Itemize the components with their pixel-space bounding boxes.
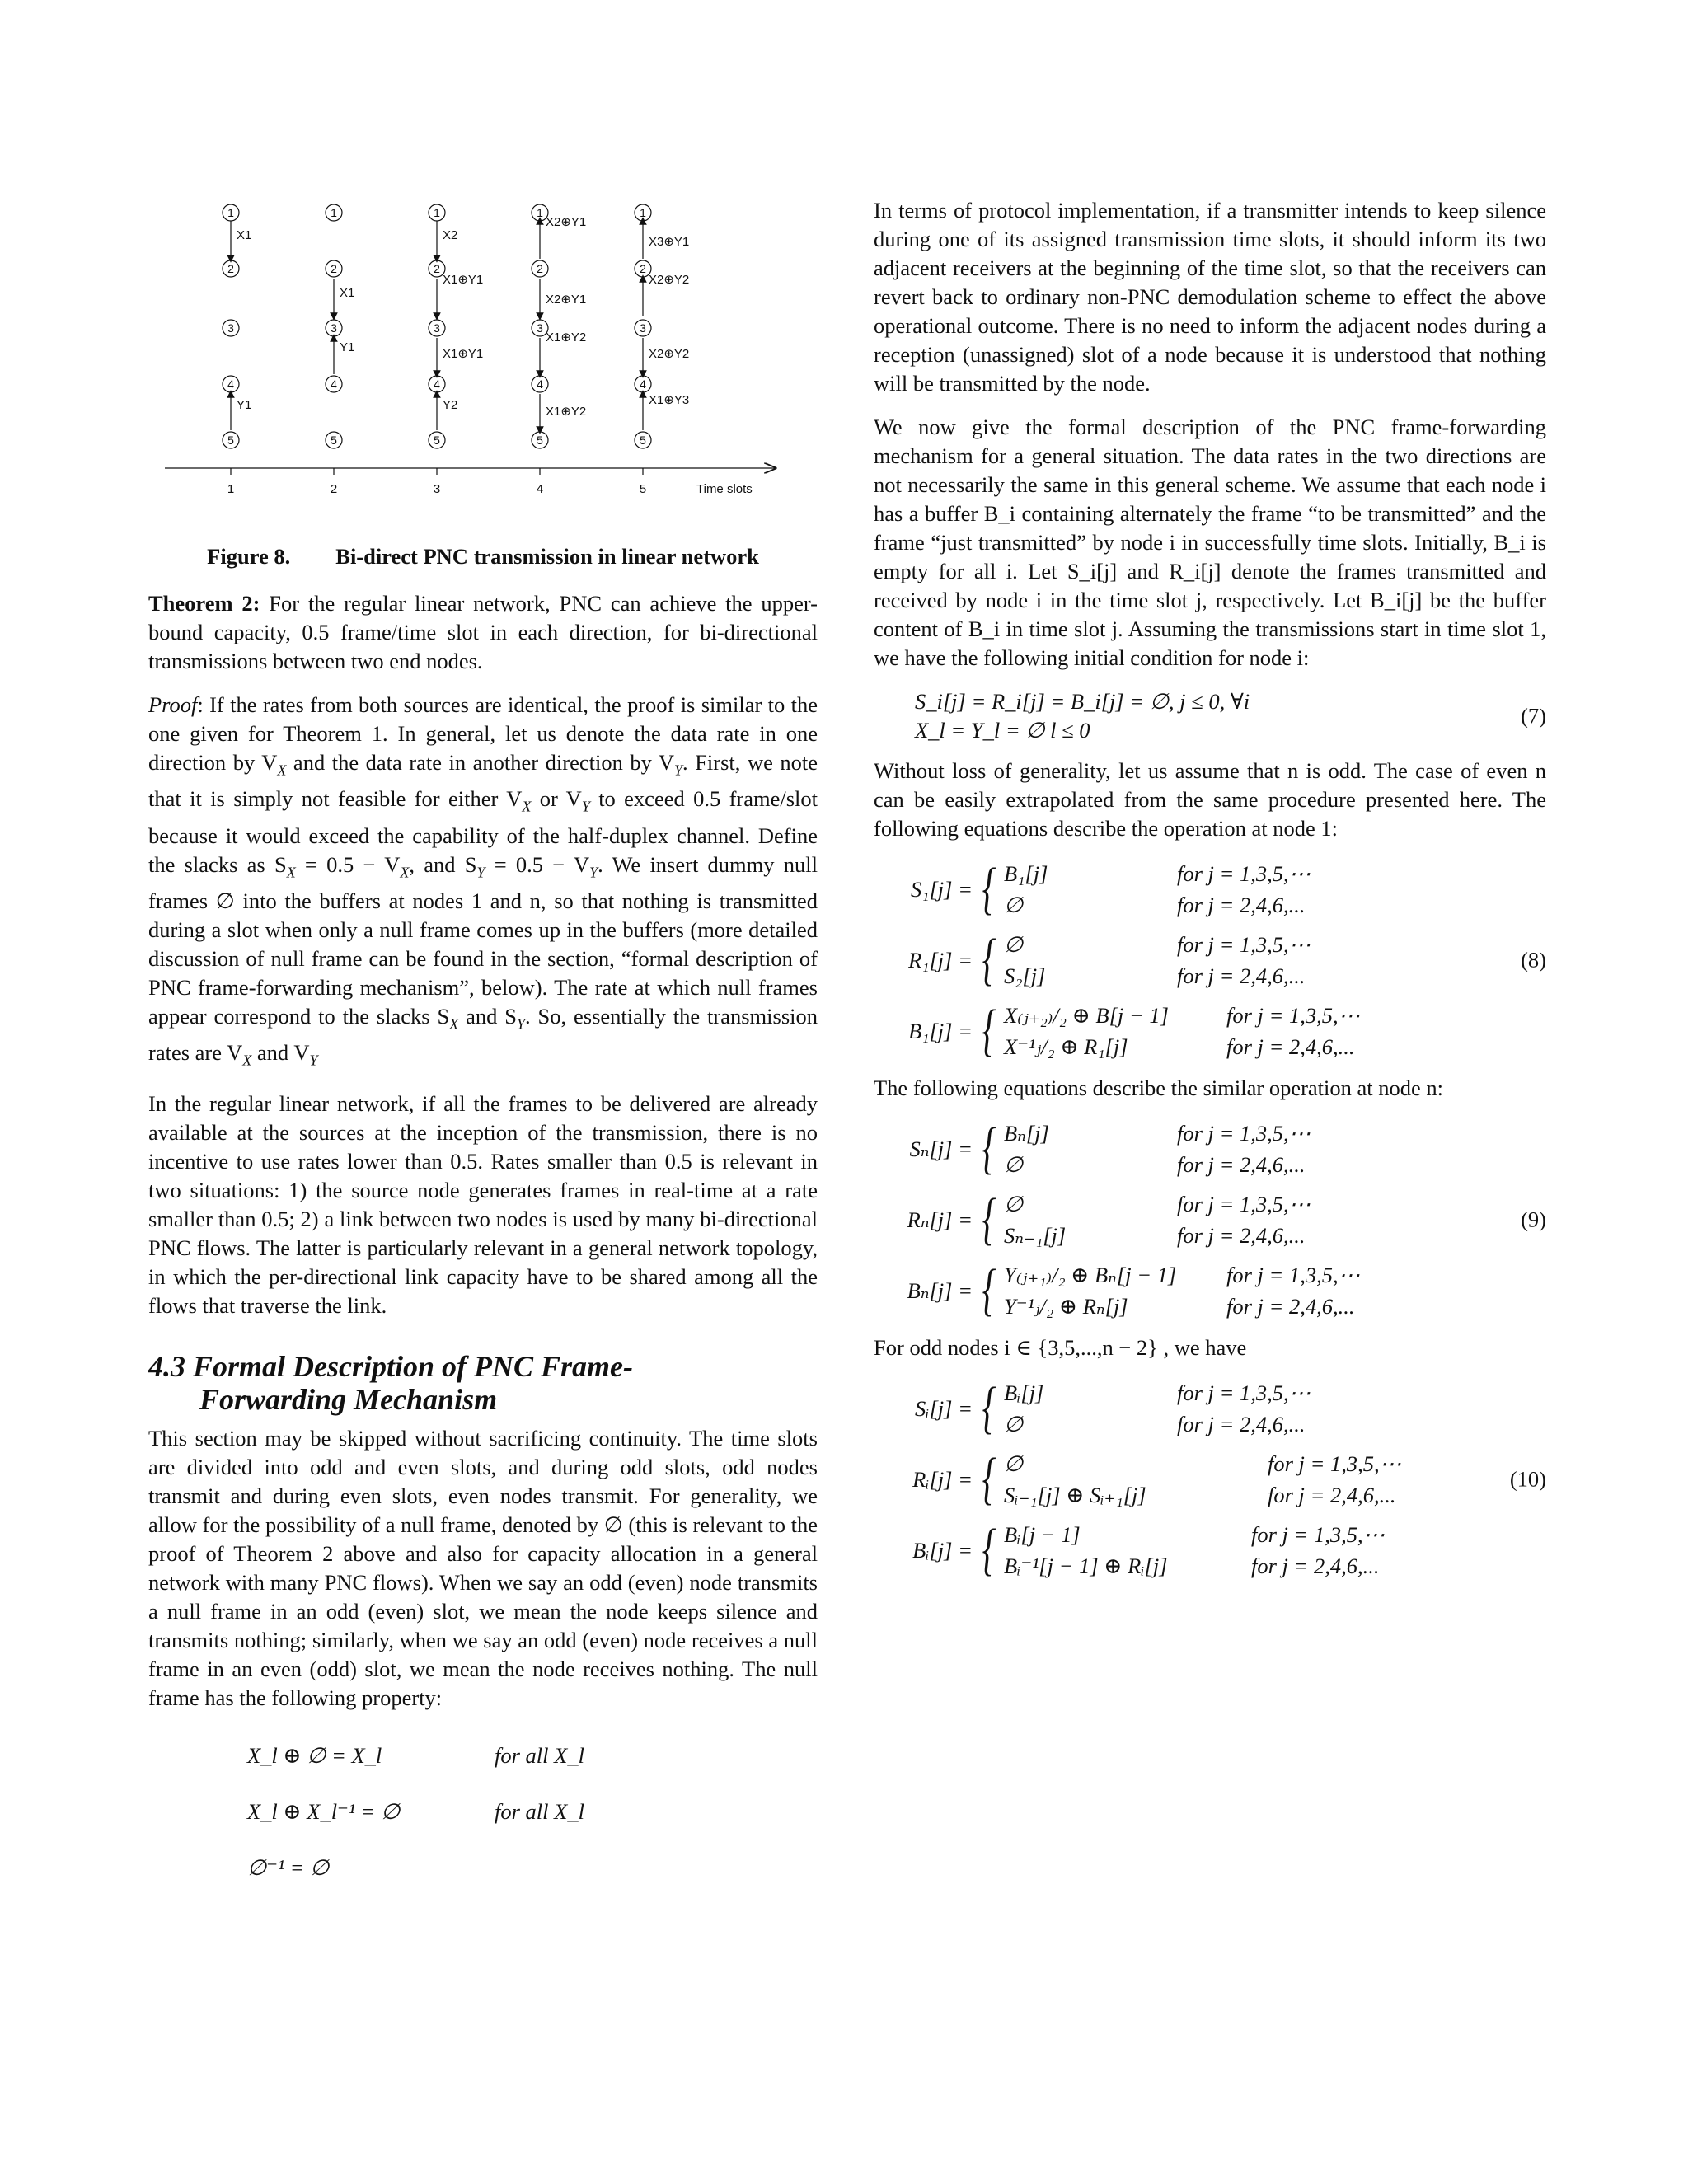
node-label: 5 bbox=[227, 434, 234, 447]
node-label: 2 bbox=[537, 262, 543, 275]
section-heading: 4.3 Formal Description of PNC Frame- Forwarding Mechanism bbox=[148, 1350, 634, 1417]
paragraph-node1: Without loss of generality, let us assume that n is odd. The case of even n can be easily extrapolated from the same procedure presented here. The following equations describe the operation at node 1: bbox=[874, 758, 1546, 841]
label-x1: X1 bbox=[340, 286, 355, 300]
figure-caption: Figure 8. Bi-direct PNC transmission in linear network bbox=[207, 544, 759, 569]
node-label: 4 bbox=[434, 377, 440, 391]
node-label: 2 bbox=[640, 262, 646, 275]
label-x1-xor-y3: X1⊕Y3 bbox=[649, 393, 690, 407]
paragraph-formal: We now give the formal description of the PNC frame-forwarding mechanism for a general situation. The data rates in the two directions are not necessarily the same in this general scheme. We assume that each node i has a buffer B_i containing alternately the frame “to be transmitted” and the frame “just transmitted” by node i in successfully time slots. Initially, B_i is empty for all i. Let S_i[j] and R_i[j] denote the frames transmitted and received by node i in the time slot j, respectively. Let B_i[j] be the buffer content of B_i in time slot j. Assuming the transmissions start in time slot 1, we have the following initial condition for node i: bbox=[874, 415, 1546, 670]
equation-8: S₁[j] = { B₁[j] for j = 1,3,5,⋯ ∅ for j = 2,4,6,... R₁[j] = { ∅ for j = 1,3,5,⋯ S₂[j] for j = 2,4,6,... B₁[j] = { X₍ⱼ₊₂₎/₂ ⊕ B[j − 1] for j = 1,3,5,⋯ X⁻¹ⱼ/₂ ⊕ R₁[j] for j = 2,4,6,... (8) bbox=[908, 857, 1546, 1062]
tick-1: 1 bbox=[227, 482, 235, 496]
theorem-2: Theorem 2: For the regular linear network, PNC can achieve the upper-bound capacity, 0.5 frame/time slot in each direction, for bi-directional transmissions between two end nodes. bbox=[148, 591, 818, 673]
proof-paragraph: Proof: If the rates from both sources are identical, the proof is similar to the one given for Theorem 1. In general, let us denote the data rate in one direction by $V_X$ and the data rate in another direction by $V_Y$. First, we note that it is simply not feasible for either $V_X$ or $V_Y$ to exceed 0.5 frame/slot because it would exceed the capability of the half-duplex channel. Define the slacks as $S_X = 0.5 - V_X$, and $S_Y = 0.5 - V_Y$. We insert dummy null frames ∅ into the buffers at nodes 1 and n, so that nothing is transmitted during a slot when only a null frame comes up in the buffers (more detailed discussion of null frame can be found in the section, “formal description of PNC frame-forwarding mechanism”, below). The rate at which null frames appear correspond to the slacks $S_X$ and $S_Y$. So, essentially the transmission rates are $V_X$ and $V_Y$ bbox=[148, 692, 818, 1069]
node-label: 5 bbox=[537, 434, 543, 447]
right-column bbox=[874, 196, 1546, 1593]
axis-label: Time slots bbox=[696, 482, 753, 496]
tick-2: 2 bbox=[330, 482, 338, 496]
node-label: 1 bbox=[331, 206, 337, 219]
figure-8 bbox=[148, 196, 818, 534]
node-label: 5 bbox=[434, 434, 440, 447]
node-label: 2 bbox=[227, 262, 234, 275]
label-x3-xor-y1: X3⊕Y1 bbox=[649, 235, 690, 249]
node-label: 5 bbox=[331, 434, 337, 447]
node-label: 1 bbox=[227, 206, 234, 219]
paragraph-rates: In the regular linear network, if all the frames to be delivered are already available at the sources at the inception of the transmission, there is no incentive to use rates lower than 0.5. Rates smaller than 0.5 is relevant in two situations: 1) the source node generates frames in real-time at a rate smaller than 0.5; 2) a link between two nodes is used by many bi-directional PNC flows. The latter is particularly relevant in a general network topology, in which the per-directional link capacity have to be shared among all the flows that traverse the link. bbox=[148, 1091, 818, 1319]
tick-4: 4 bbox=[536, 482, 544, 496]
node-label: 4 bbox=[640, 377, 646, 391]
node-label: 1 bbox=[640, 206, 646, 219]
node-label: 4 bbox=[537, 377, 543, 391]
node-label: 3 bbox=[537, 321, 543, 335]
node-label: 4 bbox=[331, 377, 337, 391]
paragraph-odd-nodes: For odd nodes i ∈ {3,5,...,n − 2} , we have bbox=[874, 1335, 1247, 1360]
tick-3: 3 bbox=[433, 482, 441, 496]
node-label: 1 bbox=[537, 206, 543, 219]
label-x2-xor-y2: X2⊕Y2 bbox=[649, 273, 690, 287]
label-x1-xor-y2: X1⊕Y2 bbox=[546, 330, 587, 344]
node-label: 3 bbox=[434, 321, 440, 335]
equation-9: Sₙ[j] = { Bₙ[j] for j = 1,3,5,⋯ ∅ for j = 2,4,6,... Rₙ[j] = { ∅ for j = 1,3,5,⋯ Sₙ₋₁[j] for j = 2,4,6,... Bₙ[j] = { Y₍ⱼ₊₁₎/₂ ⊕ Bₙ[j − 1] for j = 1,3,5,⋯ Y⁻¹ⱼ/₂ ⊕ Rₙ[j] for j = 2,4,6,... (9) bbox=[907, 1117, 1546, 1322]
null-frame-properties: X_l ⊕ ∅ = X_l for all X_l X_l ⊕ X_l⁻¹ = ∅ for all X_l ∅⁻¹ = ∅ bbox=[247, 1743, 584, 1881]
label-y2: Y2 bbox=[443, 398, 458, 412]
node-label: 3 bbox=[331, 321, 337, 335]
paragraph-noden: The following equations describe the similar operation at node n: bbox=[874, 1076, 1444, 1100]
paragraph-null-frame: This section may be skipped without sacrificing continuity. The time slots are divided into odd and even slots, and during odd slots, odd nodes transmit and during even slots, even nodes transmit. For generality, we allow for the possibility of a null frame, denoted by ∅ (this is relevant to the proof of Theorem 2 above and also for capacity allocation in a general network with many PNC flows). When we say an odd (even) node transmits a null frame in an odd (even) slot, we mean the node keeps silence and transmits nothing; similarly, when we say an odd (even) node receives a null frame in an even (odd) slot, we mean the node receives nothing. The null frame has the following property: bbox=[148, 1426, 818, 1711]
node-label: 2 bbox=[331, 262, 337, 275]
paragraph-protocol: In terms of protocol implementation, if a transmitter intends to keep silence during one of its assigned transmission time slots, it should inform its two adjacent receivers at the beginning of the time slot, so that the receivers can revert back to ordinary non-PNC demodulation scheme to effect the above operational outcome. There is no need to inform the adjacent nodes during a reception (unassigned) slot of a node because it is understood that nothing will be transmitted by the node. bbox=[874, 198, 1546, 396]
pnc-timeline-diagram bbox=[148, 196, 818, 501]
label-x2: X2 bbox=[443, 228, 458, 242]
node-label: 1 bbox=[434, 206, 440, 219]
label-x1-xor-y1: X1⊕Y1 bbox=[443, 347, 484, 361]
equation-10: Sᵢ[j] = { Bᵢ[j] for j = 1,3,5,⋯ ∅ for j = 2,4,6,... Rᵢ[j] = { ∅ for j = 1,3,5,⋯ Sᵢ₋₁[j] ⊕ Sᵢ₊₁[j] for j = 2,4,6,... Bᵢ[j] = { Bᵢ[j − 1] for j = 1,3,5,⋯ Bᵢ⁻¹[j − 1] ⊕ Rᵢ[j] for j = 2,4,6,... (10) bbox=[912, 1376, 1546, 1582]
equation-7: S_i[j] = R_i[j] = B_i[j] = ∅, j ≤ 0, ∀i X_l = Y_l = ∅ l ≤ 0 (7) bbox=[915, 689, 1546, 743]
node-label: 3 bbox=[640, 321, 646, 335]
tick-5: 5 bbox=[639, 482, 647, 496]
label-x2-xor-y1: X2⊕Y1 bbox=[546, 293, 587, 307]
label-x1: X1 bbox=[237, 228, 252, 242]
label-y1: Y1 bbox=[237, 398, 252, 412]
left-column bbox=[148, 196, 818, 1902]
label-x1-xor-y1: X1⊕Y1 bbox=[443, 273, 484, 287]
label-x2-xor-y1: X2⊕Y1 bbox=[546, 215, 587, 229]
node-label: 2 bbox=[434, 262, 440, 275]
label-x1-xor-y2: X1⊕Y2 bbox=[546, 405, 587, 419]
node-label: 3 bbox=[227, 321, 234, 335]
node-label: 4 bbox=[227, 377, 234, 391]
node-label: 5 bbox=[640, 434, 646, 447]
label-y1: Y1 bbox=[340, 340, 355, 354]
label-x2-xor-y2: X2⊕Y2 bbox=[649, 347, 690, 361]
